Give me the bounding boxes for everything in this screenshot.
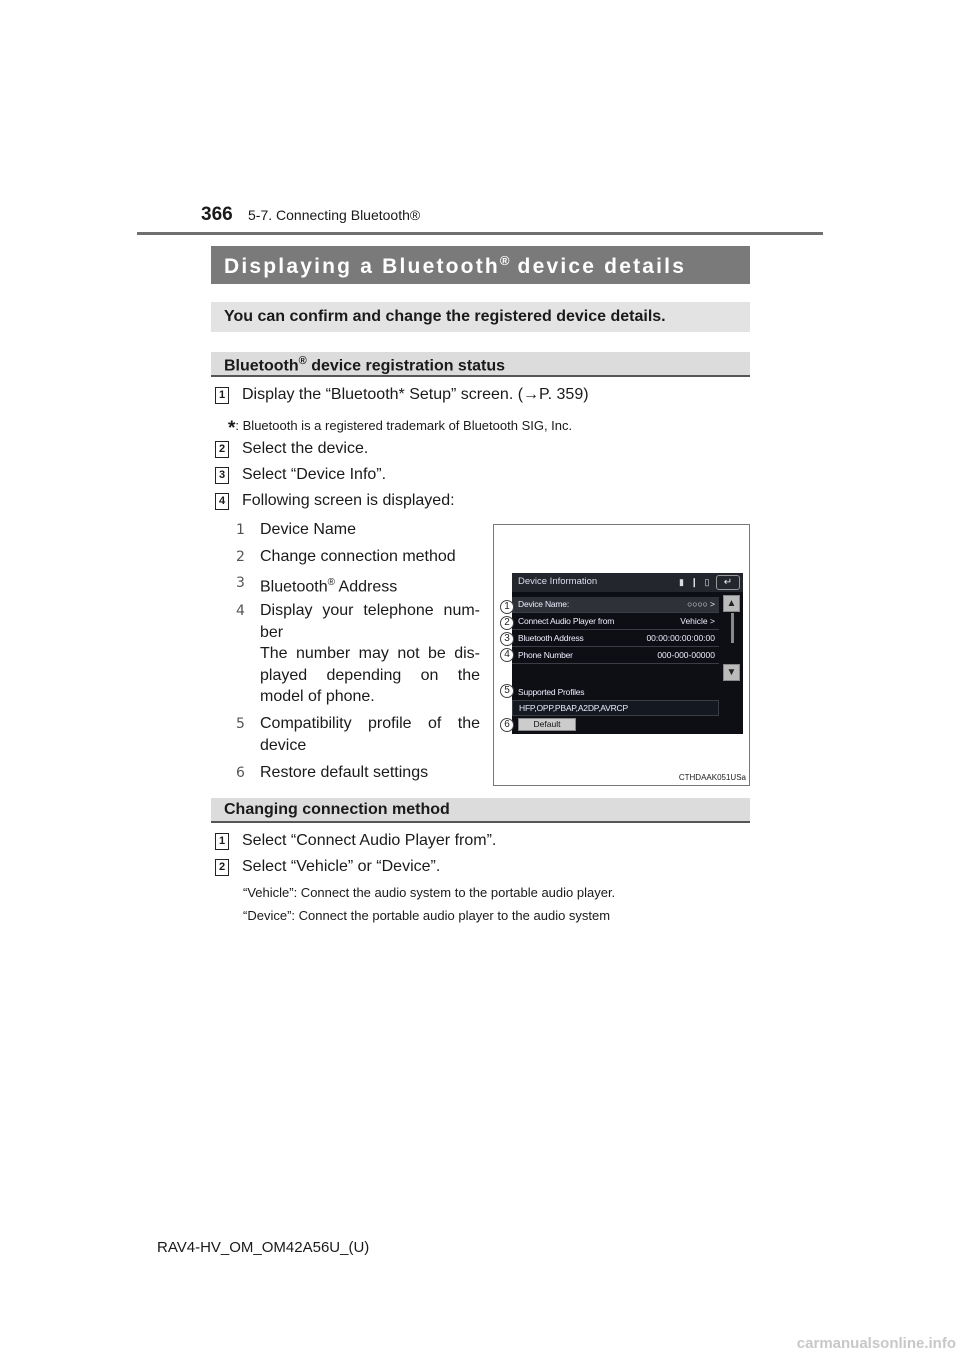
step-text: Following screen is displayed: [242,492,455,509]
status-icons: ▮ ❙ ▯ [679,577,712,587]
section-reference: 5-7. Connecting Bluetooth® [248,207,421,223]
heading-text: Bluetooth [224,357,299,375]
item-number: 6 [236,765,245,781]
item-text-post: Address [334,578,398,596]
document-id: RAV4-HV_OM_OM42A56U_(U) [157,1239,370,1256]
row-value: ○○○○ > [687,599,715,609]
step-number: 2 [215,441,229,458]
figure-code: CTHDAAK051USa [678,773,746,782]
item-text: Device Name [260,521,357,538]
screen-title: Device Information [518,576,598,587]
step-number: 1 [215,833,229,850]
callout-3: 3 [500,632,514,646]
legend-item-2 [236,546,480,568]
legend-item-1 [236,519,480,541]
legend-item-4 [236,600,480,708]
registered-mark: ® [327,577,335,588]
asterisk: * [228,418,236,439]
title-text-end: device details [509,255,687,278]
vehicle-description: “Vehicle”: Connect the audio system to the portable audio player. [243,885,616,900]
item-text: Compatibility profile of the device [260,715,480,754]
row-label: Phone Number [518,650,573,660]
row-phone-number [512,648,719,664]
page-title [211,246,750,284]
item-text: Change connection method [260,548,456,565]
item-number: 2 [236,549,245,565]
legend-item-3 [236,572,480,598]
step-number: 3 [215,467,229,484]
subsection-heading-registration [211,352,750,377]
row-value: 00:00:00:00:00:00 [646,633,715,643]
page-number: 366 [201,204,233,225]
device-description: “Device”: Connect the portable audio player to the audio system [243,908,611,923]
row-label: Device Name: [518,599,569,609]
registered-mark: ® [499,253,510,268]
heading-text-end: device registration status [306,357,506,375]
scroll-up-icon[interactable]: ▲ [723,595,740,612]
step-text: Select the device. [242,440,369,457]
item-text: Display your telephone num-ber [260,602,480,641]
page-header [0,0,960,240]
title-text: Displaying a Bluetooth [224,255,500,278]
step-number: 4 [215,493,229,510]
callout-5: 5 [500,684,514,698]
legend-item-5 [236,713,480,756]
note-text: : Bluetooth is a registered trademark of Bluetooth SIG, Inc. [235,418,573,433]
item-text-detail: The number may not be dis-played depending on the model of phone. [260,645,480,705]
header-divider [137,232,823,235]
screen-title-bar [512,573,743,592]
profiles-value: HFP,OPP,PBAP,A2DP,AVRCP [519,703,628,713]
callout-2: 2 [500,616,514,630]
step-text: Select “Vehicle” or “Device”. [242,858,441,875]
row-bluetooth-address [512,631,719,647]
device-information-screen [512,573,743,734]
profiles-label: Supported Profiles [518,687,585,697]
step-number: 2 [215,859,229,876]
callout-4: 4 [500,648,514,662]
trademark-note [228,414,573,439]
scroll-down-icon[interactable]: ▼ [723,664,740,681]
row-device-name[interactable] [512,597,719,613]
step-number: 1 [215,387,229,404]
callout-6: 6 [500,718,514,732]
item-number: 1 [236,522,245,538]
row-label: Connect Audio Player from [518,616,615,626]
default-button[interactable]: Default [518,718,576,731]
scrollbar[interactable] [731,613,734,643]
row-label: Bluetooth Address [518,633,584,643]
registered-mark: ® [298,355,307,367]
item-number: 4 [236,603,245,619]
back-icon[interactable]: ↵ [716,575,740,590]
item-text-pre: Bluetooth [260,578,328,596]
watermark: carmanualsonline.info [796,1335,956,1352]
subsection-heading-connection: Changing connection method [211,798,750,823]
row-value: Vehicle > [680,616,715,626]
item-text: Restore default settings [260,764,429,781]
legend-item-6 [236,762,480,784]
supported-profiles-label [512,685,719,700]
item-text [260,572,480,598]
item-number: 5 [236,716,245,732]
step-text: Display the “Bluetooth* Setup” screen. (→P. 359) [242,386,589,403]
supported-profiles-value [512,700,719,716]
step-text: Select “Device Info”. [242,466,387,483]
device-info-figure [493,524,750,786]
item-number: 3 [236,575,245,591]
row-connect-audio-player[interactable] [512,614,719,630]
lead-summary: You can confirm and change the registered device details. [211,302,750,332]
step-text: Select “Connect Audio Player from”. [242,832,497,849]
callout-1: 1 [500,600,514,614]
row-value: 000-000-00000 [657,650,715,660]
